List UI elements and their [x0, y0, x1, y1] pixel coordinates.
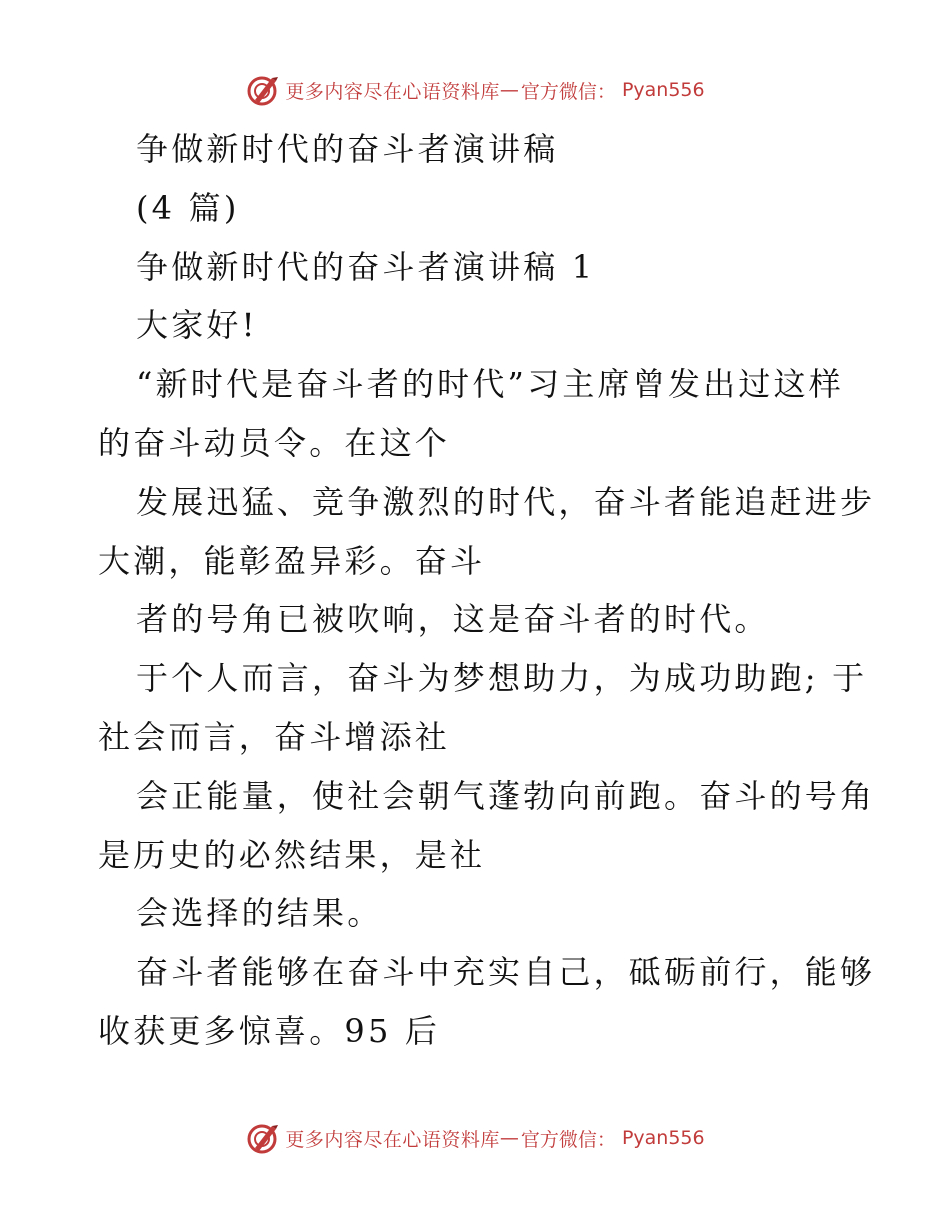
pen-on-circle-logo-icon: [245, 72, 281, 108]
body-text-line: 者的号角已被吹响，这是奋斗者的时代。: [136, 600, 770, 639]
banner-wechat-id: Pyan556: [621, 79, 705, 101]
body-text-line: 大潮，能彰盈异彩。奋斗: [98, 541, 486, 580]
body-text-line: 收获更多惊喜。95 后: [98, 1011, 441, 1050]
body-text-line: 发展迅猛、竞争激烈的时代，奋斗者能追赶进步: [136, 482, 876, 521]
body-text-line: 会正能量，使社会朝气蓬勃向前跑。奋斗的号角: [136, 776, 876, 815]
banner-separator: —: [499, 79, 519, 101]
body-text-line: 大家好!: [136, 306, 258, 345]
document-body: [98, 120, 876, 1061]
pen-on-circle-logo-icon: [245, 1120, 281, 1156]
header-watermark-banner: [0, 70, 950, 110]
body-text-line: 争做新时代的奋斗者演讲稿 1: [136, 247, 596, 286]
body-text-line: 的奋斗动员令。在这个: [98, 423, 451, 462]
banner-separator: —: [499, 1127, 519, 1149]
banner-wechat-label: 官方微信：: [520, 80, 616, 103]
body-text-line: 奋斗者能够在奋斗中充实自己，砥砺前行，能够: [136, 953, 876, 992]
footer-watermark-banner: [0, 1118, 950, 1158]
banner-text: 更多内容尽在心语资料库: [285, 80, 500, 103]
body-text-line: (4 篇): [136, 188, 240, 227]
banner-wechat-id: Pyan556: [621, 1127, 705, 1149]
banner-text: 更多内容尽在心语资料库: [285, 1128, 500, 1151]
body-text-line: “新时代是奋斗者的时代”习主席曾发出过这样: [136, 365, 844, 404]
body-text-line: 是历史的必然结果，是社: [98, 835, 486, 874]
banner-wechat-label: 官方微信：: [520, 1128, 616, 1151]
body-text-line: 会选择的结果。: [136, 894, 383, 933]
body-text-line: 于个人而言，奋斗为梦想助力，为成功助跑; 于: [136, 659, 868, 698]
document-title-line: 争做新时代的奋斗者演讲稿: [136, 130, 559, 168]
body-text-line: 社会而言，奋斗增添社: [98, 717, 451, 756]
